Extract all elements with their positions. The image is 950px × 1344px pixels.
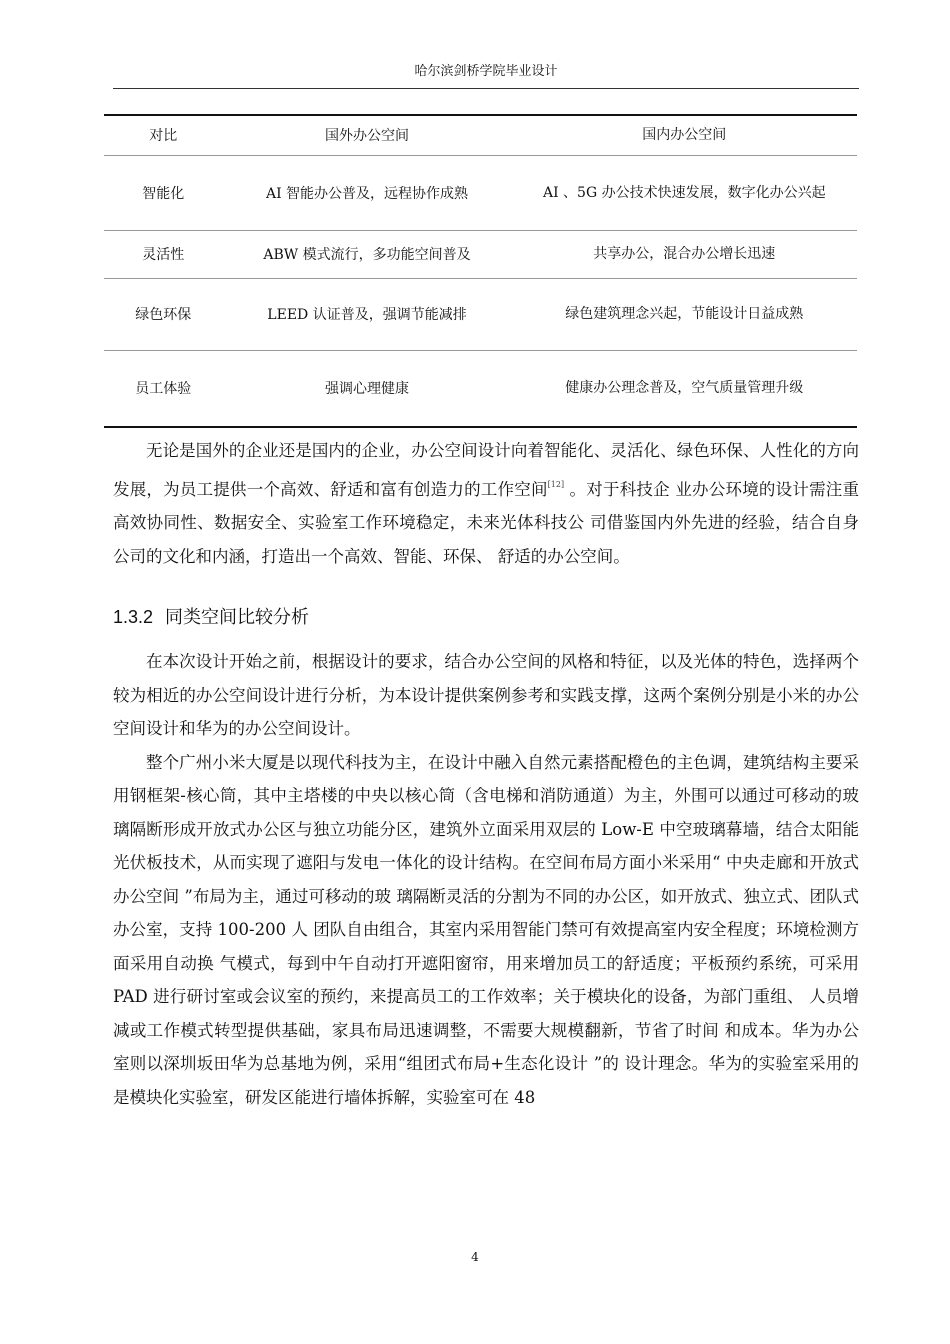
paragraph-trends bbox=[113, 434, 859, 573]
table-row bbox=[104, 278, 857, 350]
table-cell-label: 绿色环保 bbox=[104, 278, 222, 350]
table-header-row bbox=[104, 115, 857, 155]
table-cell-foreign: LEED 认证普及，强调节能减排 bbox=[222, 278, 511, 350]
paragraph-cases: 整个广州小米大厦是以现代科技为主，在设计中融入自然元素搭配橙色的主色调，建筑结构主要采用钢框架-核心筒，其中主塔楼的中央以核心筒（含电梯和消防通道）为主，外围可以通过可移动的玻璃隔断形成开放式办公区与独立功能分区，建筑外立面采用双层的 Low-E 中空玻璃幕墙，结合太阳能光伏板技术，从而实现了遮阳与发电一体化的设计结构。在空间布局方面小米采用“ 中央走廊和开放式办公空间 ”布局为主，通过可移动的玻 璃隔断灵活的分割为不同的办公区，如开放式、独立式、团队式办公室，支持 100-200 人 团队自由组合，其室内采用智能门禁可有效提高室内安全程度；环境检测方面采用自动换 气模式，每到中午自动打开遮阳窗帘，用来增加员工的舒适度；平板预约系统，可采用 PAD 进行研讨室或会议室的预约，来提高员工的工作效率；关于模块化的设备，为部门重组、 人员增减或工作模式转型提供基础，家具布局迅速调整，不需要大规模翻新，节省了时间 和成本。华为办公室则以深圳坂田华为总基地为例，采用“组团式布局+生态化设计 ”的 设计理念。华为的实验室采用的是模块化实验室，研发区能进行墙体拆解，实验室可在 48 bbox=[113, 752, 859, 1107]
table-header-cell: 对比 bbox=[104, 115, 222, 155]
table-row bbox=[104, 155, 857, 230]
table-header-cell: 国内办公空间 bbox=[512, 115, 857, 155]
section-title: 同类空间比较分析 bbox=[165, 607, 310, 627]
table-cell-domestic: 绿色建筑理念兴起，节能设计日益成熟 bbox=[512, 278, 857, 350]
table-cell-foreign: AI 智能办公普及，远程协作成熟 bbox=[222, 155, 511, 230]
table-cell-label: 智能化 bbox=[104, 155, 222, 230]
table-cell-domestic: 健康办公理念普及，空气质量管理升级 bbox=[512, 350, 857, 427]
citation-ref: [12] bbox=[547, 479, 565, 489]
comparison-table bbox=[104, 114, 857, 428]
paragraph-text: 无论是国外的企业还是国内的企业，办公空间设计向着智能化、灵活化、绿色环保、人性化的方向发展，为员工提供一个高效、舒适和富有创造力的工作空间 bbox=[113, 441, 859, 499]
table-row bbox=[104, 350, 857, 427]
page-number: 4 bbox=[471, 1250, 479, 1264]
table-cell-foreign: 强调心理健康 bbox=[222, 350, 511, 427]
section-heading bbox=[113, 602, 309, 632]
table-cell-label: 员工体验 bbox=[104, 350, 222, 427]
table-cell-foreign: ABW 模式流行，多功能空间普及 bbox=[222, 230, 511, 278]
table-header-cell: 国外办公空间 bbox=[222, 115, 511, 155]
table-cell-label: 灵活性 bbox=[104, 230, 222, 278]
header-rule bbox=[113, 88, 859, 89]
page-header: 哈尔滨剑桥学院毕业设计 bbox=[414, 64, 558, 79]
body-section-2 bbox=[113, 645, 859, 1114]
body-section-1 bbox=[113, 434, 859, 573]
paragraph-text: 。对于科技企 业办公环境的设计需注重高效协同性、数据安全、实验室工作环境稳定，未来光体科技公 司借鉴国内外先进的经验，结合自身公司的文化和内涵，打造出一个高效、智能、环保、 舒适的办公空间。 bbox=[113, 479, 860, 566]
paragraph-intro: 在本次设计开始之前，根据设计的要求，结合办公空间的风格和特征，以及光体的特色，选择两个较为相近的办公空间设计进行分析，为本设计提供案例参考和实践支撑，这两个案例分别是小米的办公空间设计和华为的办公空间设计。 bbox=[113, 652, 859, 738]
table-cell-domestic: 共享办公，混合办公增长迅速 bbox=[512, 230, 857, 278]
section-number: 1.3.2 bbox=[113, 607, 154, 627]
table-row bbox=[104, 230, 857, 278]
table-cell-domestic: AI 、5G 办公技术快速发展，数字化办公兴起 bbox=[512, 155, 857, 230]
